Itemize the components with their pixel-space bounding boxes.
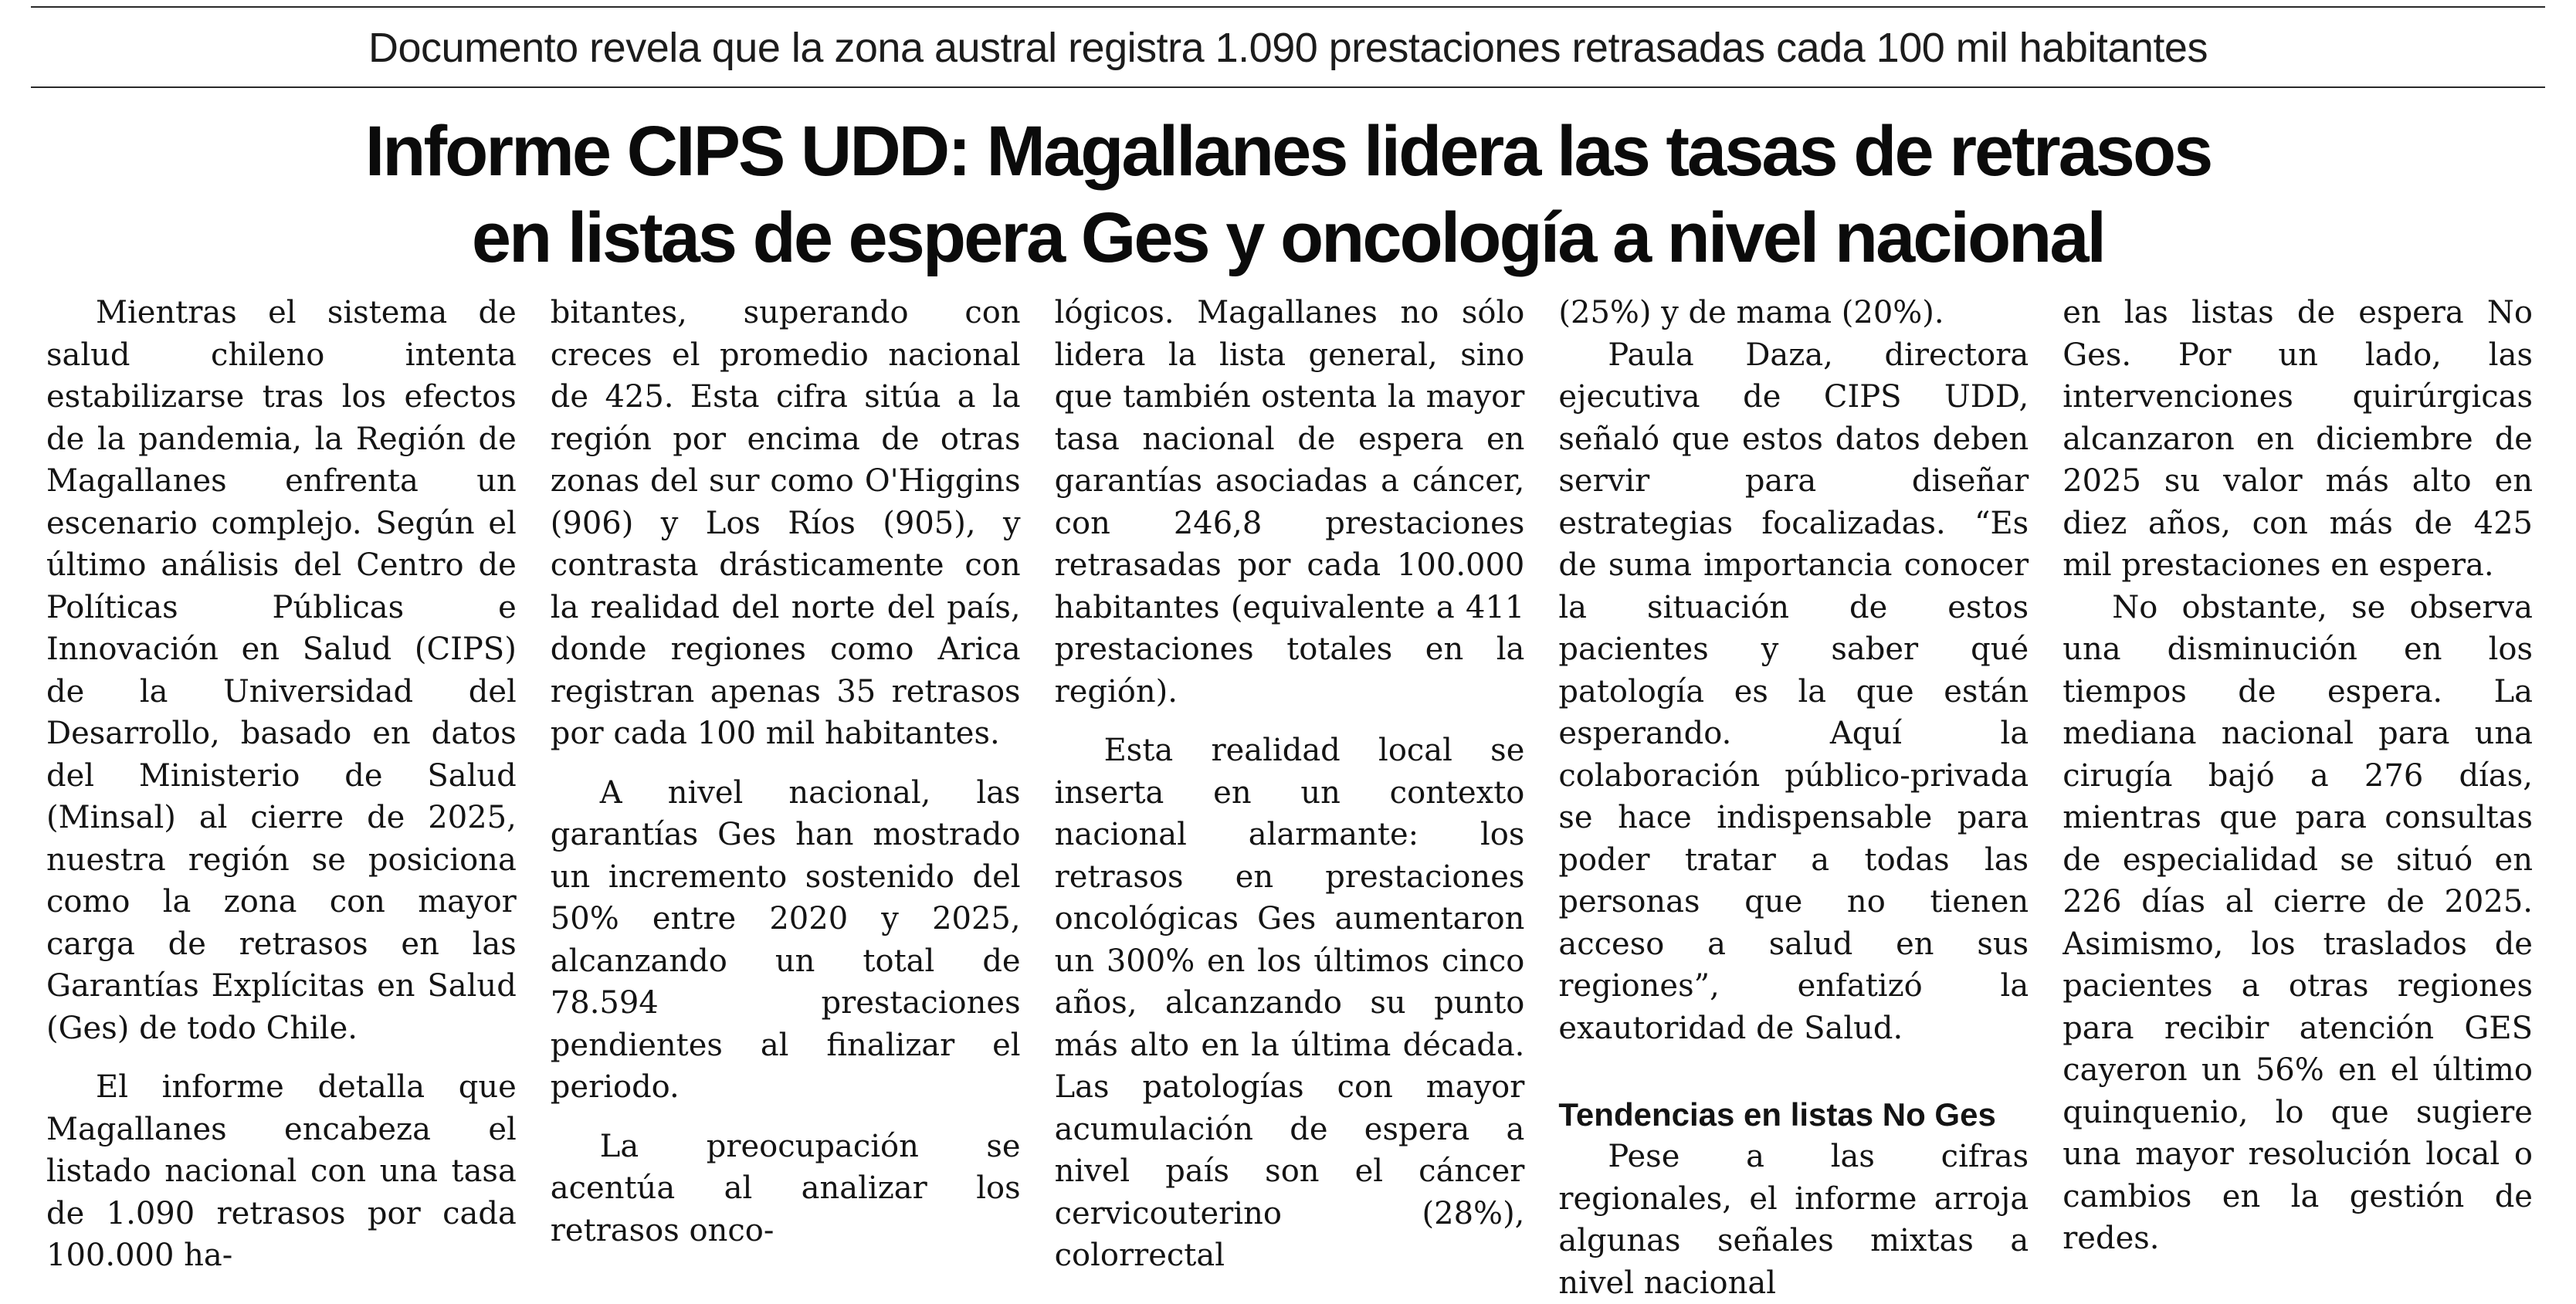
top-rule (31, 6, 2545, 8)
column-5 (2062, 292, 2533, 1304)
paragraph: A nivel nacional, las garantías Ges han mostrado un incremento sostenido del 50% entre 2020 y 2025, alcanzando un total de 78.594 prestaciones pendientes al finalizar el periodo. (550, 774, 1021, 1105)
column-1 (46, 292, 517, 1304)
section-subhead: Tendencias en listas No Ges (1558, 1096, 1996, 1133)
headline-line-2: en listas de espera Ges y oncología a nivel nacional (471, 198, 2105, 277)
paragraph: Pese a las cifras regionales, el informe arroja algunas señales mixtas a nivel nacional (1558, 1139, 2029, 1301)
kicker-rule (31, 86, 2545, 88)
paragraph: Mientras el sistema de salud chileno intenta estabilizarse tras los efectos de la pandemia, la Región de Magallanes enfrenta un escenario complejo. Según el último análisis del Centro de Políticas Públicas e Innovación en Salud (CIPS) de la Universidad del Desarrollo, basado en datos del Ministerio de Salud (Minsal) al cierre de 2025, nuestra región se posiciona como la zona con mayor carga de retrasos en las Garantías Explícitas en Salud (Ges) de todo Chile. (46, 295, 517, 1046)
paragraph: bitantes, superando con creces el promedio nacional de 425. Esta cifra sitúa a la región por encima de otras zonas del sur como O'Higgins (906) y Los Ríos (905), y contrasta drásticamente con la realidad del norte del país, donde regiones como Arica registran apenas 35 retrasos por cada 100 mil habitantes. (550, 295, 1021, 751)
paragraph: lógicos. Magallanes no sólo lidera la lista general, sino que también ostenta la mayor tasa nacional de espera en garantías asociadas a cáncer, con 246,8 prestaciones retrasadas por cada 100.000 habitantes (equivalente a 411 prestaciones totales en la región). (1054, 295, 1525, 710)
paragraph: No obstante, se observa una disminución en los tiempos de espera. La mediana nacional para una cirugía bajó a 276 días, mientras que para consultas de especialidad se situó en 226 días al cierre de 2025. Asimismo, los traslados de pacientes a otras regiones para recibir atención GES cayeron un 56% en el último quinquenio, lo que sugiere una mayor resolución local o cambios en la gestión de redes. (2062, 589, 2533, 1256)
column-4 (1558, 292, 2029, 1304)
headline (0, 108, 2576, 281)
paragraph: Paula Daza, directora ejecutiva de CIPS UDD, señaló que estos datos deben servir para diseñar estrategias focalizadas. “Es de suma importancia conocer la situación de estos pacientes y saber qué patología es la que están esperando. Aquí la colaboración público-privada se hace indispensable para poder tratar a todas las personas que no tienen acceso a salud en sus regiones”, enfatizó la exautoridad de Salud. (1558, 337, 2029, 1046)
article-body (46, 292, 2533, 1301)
paragraph: La preocupación se acentúa al analizar los retrasos onco- (550, 1128, 1021, 1248)
paragraph: en las listas de espera No Ges. Por un lado, las intervenciones quirúrgicas alcanzaron en diciembre de 2025 su valor más alto en diez años, con más de 425 mil prestaciones en espera. (2062, 295, 2533, 583)
column-3 (1055, 292, 1525, 1304)
paragraph: Esta realidad local se inserta en un contexto nacional alarmante: los retrasos en prestaciones oncológicas Ges aumentaron un 300% en los últimos cinco años, alcanzando su punto más alto en la última década. Las patologías con mayor acumulación de espera a nivel país son el cáncer cervicouterino (28%), colorrectal (1054, 733, 1525, 1273)
paragraph: El informe detalla que Magallanes encabeza el listado nacional con una tasa de 1.090 retrasos por cada 100.000 ha- (46, 1069, 517, 1273)
headline-line-1: Informe CIPS UDD: Magallanes lidera las tasas de retrasos (364, 112, 2212, 191)
paragraph: (25%) y de mama (20%). (1558, 295, 1944, 330)
kicker: Documento revela que la zona austral registra 1.090 prestaciones retrasadas cada 100 mil habitantes (368, 25, 2208, 71)
column-2 (551, 292, 1021, 1304)
